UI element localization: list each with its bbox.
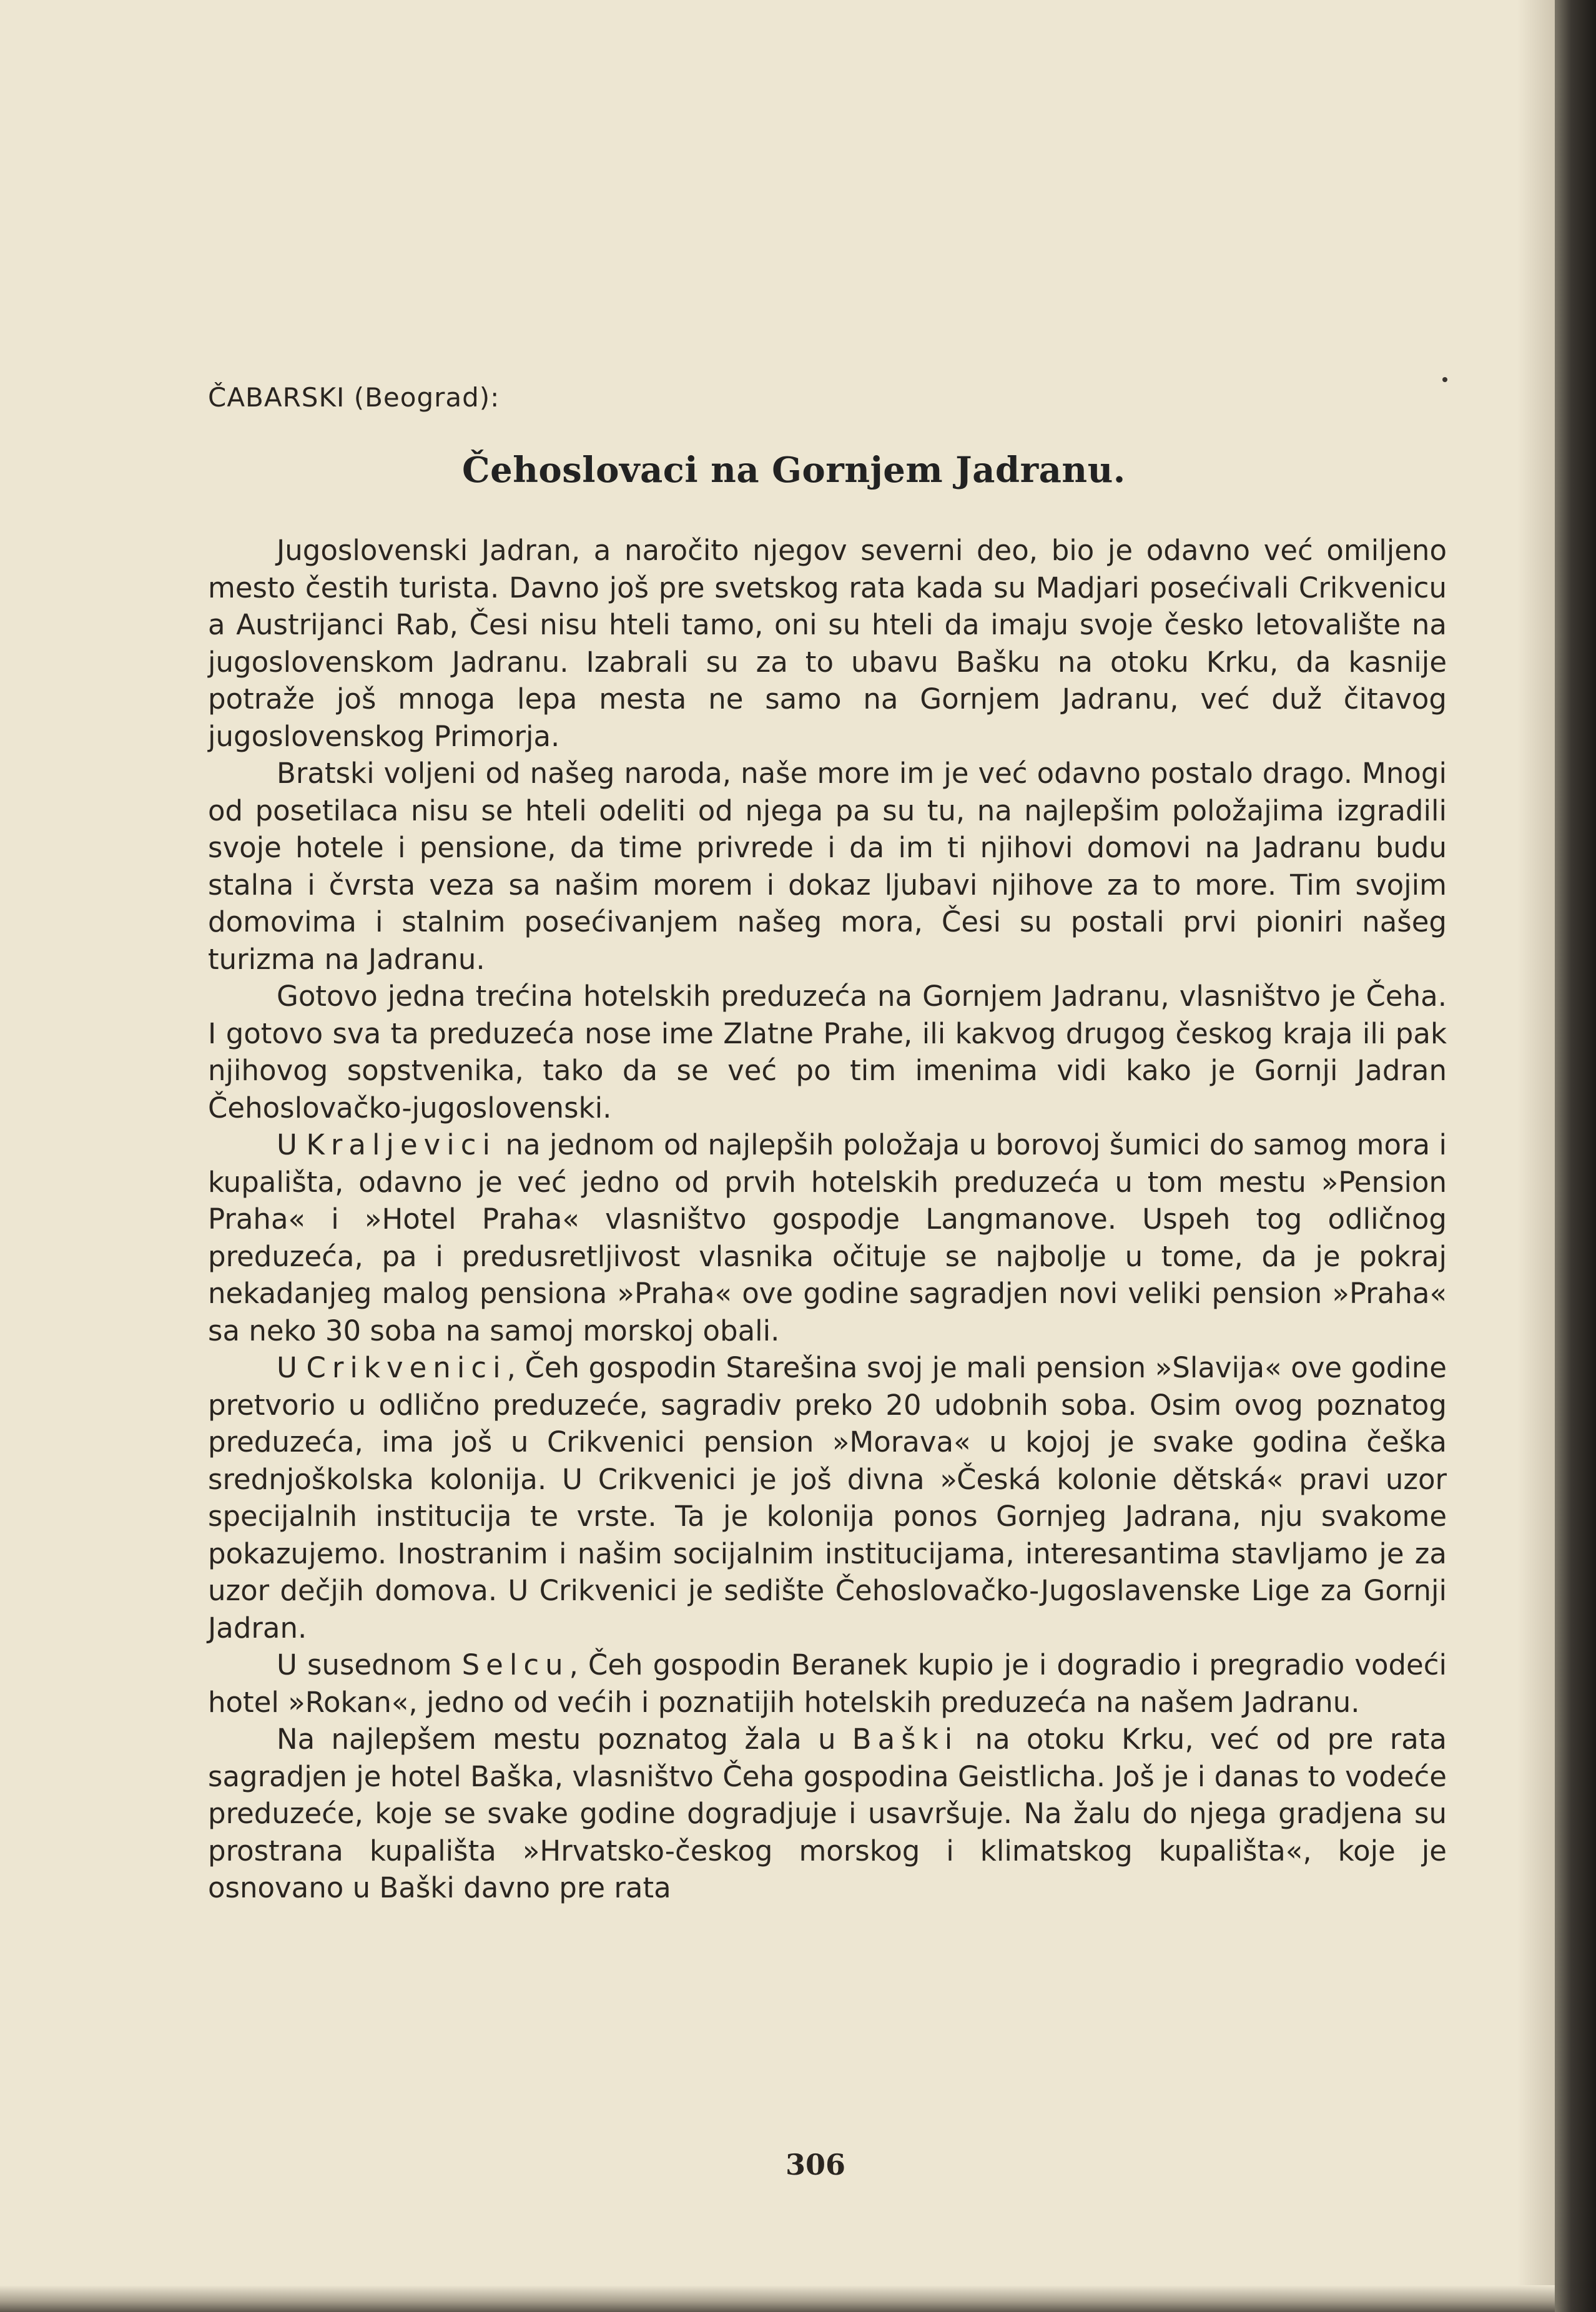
paragraph-7 bbox=[208, 1721, 1447, 1907]
paragraph-2-text: Bratski voljeni od našeg naroda, naše more im je već odavno postalo drago. Mnogi od posetilaca nisu se hteli odeliti od njega pa su tu, na najlepšim položajima izgradili svoje hotele i pensione, da time privrede i da im ti njihovi domovi na Jadranu budu stalna i čvrsta veza sa našim morem i dokaz ljubavi njihove za to more. Tim svojim domovima i stalnim posećivanjem našeg mora, Česi su postali prvi pioniri našeg turizma na Jadranu. bbox=[208, 757, 1447, 976]
paragraph-4-text: na jednom od najlepših položaja u borovoj šumici do samog mora i kupališta, odavno je već jedno od prvih hotelskih preduzeća u tom mestu »Pension Praha« i »Hotel Praha« vlasništvo gospodje Langmanove. Uspeh tog odličnog preduzeća, pa i predusretljivost vlasnika očituje se najbolje u tome, da je pokraj nekadanjeg malog pensiona »Praha« ove godine sagradjen novi veliki pension »Praha« sa neko 30 soba na samoj morskoj obali. bbox=[208, 1128, 1447, 1347]
page-number: 306 bbox=[786, 2148, 846, 2182]
place-name-crikvenica: Crikvenici bbox=[306, 1351, 507, 1384]
article-body bbox=[208, 532, 1447, 1907]
paragraph-3 bbox=[208, 978, 1447, 1126]
paragraph-2 bbox=[208, 755, 1447, 978]
paragraph-7-lead: Na najlepšem mestu poznatog žala u bbox=[277, 1723, 836, 1756]
author-byline: ČABARSKI (Beograd): bbox=[208, 382, 500, 413]
paragraph-6-text: , Čeh gospodin Beranek kupio je i dogradio i pregradio vodeći hotel »Rokan«, jedno od većih i poznatijih hotelskih preduzeća na našem Jadranu. bbox=[208, 1648, 1447, 1719]
page-shading bbox=[1517, 0, 1555, 2312]
page-bottom-edge bbox=[0, 2285, 1555, 2312]
place-name-baska: Baški bbox=[852, 1723, 959, 1756]
paragraph-6 bbox=[208, 1646, 1447, 1721]
article-title: Čehoslovaci na Gornjem Jadranu. bbox=[462, 450, 1126, 491]
paragraph-5 bbox=[208, 1349, 1447, 1646]
paragraph-1 bbox=[208, 532, 1447, 755]
paragraph-4-lead: U bbox=[277, 1128, 297, 1161]
ink-speck bbox=[1442, 377, 1447, 382]
paragraph-4 bbox=[208, 1126, 1447, 1349]
paragraph-1-text: Jugoslovenski Jadran, a naročito njegov severni deo, bio je odavno već omiljeno mesto čestih turista. Davno još pre svetskog rata kada su Madjari posećivali Crikvenicu a Austrijanci Rab, Česi nisu hteli tamo, oni su hteli da imaju svoje česko letovalište na jugoslovenskom Jadranu. Izabrali su za to ubavu Bašku na otoku Krku, da kasnije potraže još mnoga lepa mesta ne samo na Gornjem Jadranu, već duž čitavog jugoslovenskog Primorja. bbox=[208, 534, 1447, 753]
place-name-selce: Selcu bbox=[461, 1648, 569, 1681]
book-spine-edge bbox=[1555, 0, 1596, 2312]
place-name-kraljevica: Kraljevici bbox=[306, 1128, 497, 1161]
paragraph-6-lead: U susednom bbox=[277, 1648, 452, 1681]
paragraph-5-text: , Čeh gospodin Starešina svoj je mali pension »Slavija« ove godine pretvorio u odlično preduzeće, sagradiv preko 20 udobnih soba. Osim ovog poznatog preduzeća, ima još u Crikvenici pension »Morava« u kojoj je svake godina češka srednjoškolska kolonija. U Crikvenici je još divna »Česká kolonie dětská« pravi uzor specijalnih institucija te vrste. Ta je kolonija ponos Gornjeg Jadrana, nju svakome pokazujemo. Inostranim i našim socijalnim institucijama, interesantima stavljamo je za uzor dečjih domova. U Crikvenici je sedište Čehoslovačko-Jugoslavenske Lige za Gornji Jadran. bbox=[208, 1351, 1447, 1645]
paragraph-7-text: na otoku Krku, već od pre rata sagradjen je hotel Baška, vlasništvo Čeha gospodina Geistlicha. Još je i danas to vodeće preduzeće, koje se svake godine dogradjuje i usavršuje. Na žalu do njega gradjena su prostrana kupališta »Hrvatsko-českog morskog i klimatskog kupališta«, koje je osnovano u Baški davno pre rata bbox=[208, 1723, 1447, 1904]
paragraph-5-lead: U bbox=[277, 1351, 297, 1384]
paragraph-3-text: Gotovo jedna trećina hotelskih preduzeća na Gornjem Jadranu, vlasništvo je Čeha. I gotovo sva ta preduzeća nose ime Zlatne Prahe, ili kakvog drugog českog kraja ili pak njihovog sopstvenika, tako da se već po tim imenima vidi kako je Gornji Jadran Čehoslovačko-jugoslovenski. bbox=[208, 980, 1447, 1124]
